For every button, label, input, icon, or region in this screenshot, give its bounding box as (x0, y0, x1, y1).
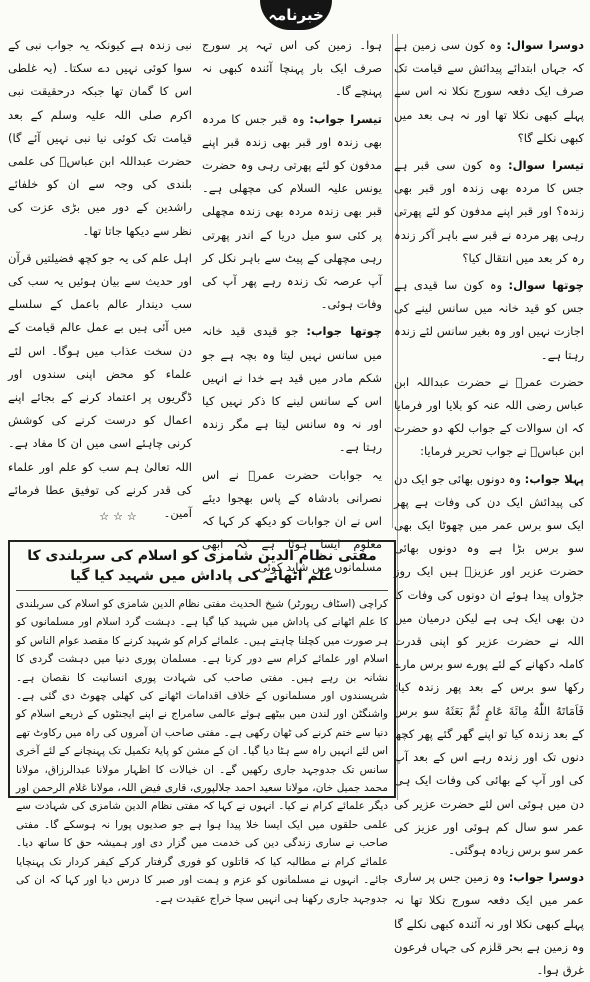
paragraph-text: وہ زمین جس پر ساری عمر میں ایک دفعہ سورج نکلا تھا نہ پہلے کبھی نکلا اور نہ آئندہ کبھی نکلے گا وہ زمین ہے بحر قلزم کی جہاں فرعون غرق ہوا۔ (394, 870, 584, 977)
paragraph-lead: دوسرا سوال: (506, 38, 585, 52)
paragraph-text: وہ کون سا قیدی ہے جس کو قید خانہ میں سانس لینے کی اجازت نہیں اور وہ بغیر سانس لئے زندہ رہتا ہے۔ (394, 278, 584, 362)
paragraph-text: وہ کون سی زمین ہے کہ جہاں ابتدائے پیدائش سے قیامت تک صرف ایک دفعہ سورج نکلا نہ اس سے پہلے کبھی نکلا تھا اور نہ ہی بعد میں کبھی نکلے گا؟ (394, 38, 584, 145)
paragraph-lead: تیسرا سوال: (508, 158, 584, 173)
paragraph-lead: چوتھا جواب: (306, 324, 383, 339)
paragraph-text: حضرت عمرؓ نے حضرت عبداللہ ابن عباس رضی اللہ عنہ کو بلایا اور فرمایا کہ ان سوالات کے جواب لکھ دو حضرت ابن عباسؓ نے جواب تحریر فرمایا: (394, 374, 584, 459)
paragraph-text: وہ قبر جس کا مردہ بھی زندہ اور قبر بھی زندہ قبر اپنے مدفون کو لئے پھرتی رہی وہ حضرت یونس علیہ السلام کی مچھلی ہے۔ قبر بھی زندہ مردہ بھی زندہ مچھلی پر کئی سو میل دریا کے اندر پھرتی رہی مچھلی کے پیٹ سے باہر نکل کر آپ عرصہ تک زندہ رہے پھر آپ کی وفات ہوئی۔ (202, 111, 382, 312)
paragraph-text: نبی زندہ ہے کیونکہ یہ جواب نبی کے سوا کوئی نہیں دے سکتا۔ (یہ غلطی اس کا گمان تھا جبکہ درحقیقت نبی اکرم صلی اللہ علیہ وسلم کے بعد قیامت تک کوئی نیا نبی نہیں آئے گا) حضرت عبداللہ ابن عباسؓ کی علمی بلندی کی وجہ سے ان کو خلفائے راشدین کے دور میں بڑی عزت کی نظر سے دیکھا جاتا تھا۔ (8, 38, 192, 238)
paragraph (8, 247, 192, 525)
paragraph-text: وہ کون سی قبر ہے جس کا مردہ بھی زندہ اور قبر بھی زندہ؟ اور قبر اپنے مدفون کو لئے پھرتی رہی پھر مردہ نے قبر سے باہر آکر زندہ رہ کر بعد میں انتقال کیا؟ (394, 158, 584, 265)
news-box (8, 540, 396, 905)
paragraph (202, 320, 382, 459)
paragraph-lead: پہلا جواب: (524, 471, 585, 486)
news-headline: مفتی نظام الدین شامزی کو اسلام کی سربلندی کا علم اٹھانے کی پاداش میں شہید کیا گیا (16, 546, 388, 591)
paragraph-lead: تیسرا جواب: (309, 111, 383, 126)
paragraph-text: ہوا۔ زمین کی اس تہہ پر سورج صرف ایک بار پہنچا آئندہ کبھی نہ پہنچے گا۔ (202, 38, 382, 99)
paragraph (202, 34, 382, 104)
paragraph (202, 108, 382, 317)
paragraph-lead: چوتھا سوال: (508, 278, 584, 293)
paragraph (394, 468, 584, 862)
article-column-right (394, 34, 585, 977)
paragraph-text: یہ جوابات حضرت عمرؓ نے اس نصرانی بادشاہ کے پاس بھجوا دیئے اس نے ان جوابات کو دیکھ کر کہا کہ معلوم ایسا ہوتا ہے کہ ابھی مسلمانوں میں شاید کوئی (202, 467, 382, 575)
paragraph (8, 34, 192, 243)
paragraph (394, 34, 584, 150)
paragraph-text: اہل علم کی یہ جو کچھ فضیلتیں قرآن اور حدیث سے بیان ہوئیں یہ سب کی سب دیندار عالم باعمل کے سلسلے میں آئی ہیں بے عمل عالم قیامت کے دن سخت عذاب میں ہوگا۔ اس لئے علماء کو محض اپنی سندوں اور ڈگریوں پر اعتماد کرنے کے بجائے اپنے اعمال کو درست کرنے کی کوشش کرنی چاہئے اسی میں ان کا مفاد ہے۔ اللہ تعالیٰ ہم سب کو علم اور علماء کی قدر کرنے کی توفیق عطا فرمائے آمین۔ (8, 250, 192, 521)
paragraph-text: وہ دونوں بھائی جو ایک دن کی پیدائش ایک دن کی وفات ہے پھر ایک سو برس عمر میں چھوٹا ایک بھی سو برس بڑا ہے وہ دونوں بھائی حضرت عزیر اور عزیزؑ ہیں ایک روز جڑواں پیدا ہوئے ان دونوں کی وفات کا دن بھی ایک ہی ہے لیکن درمیان میں اللہ نے حضرت عزیر کو اپنی قدرت کاملہ دکھانے کے لئے پورے سو برس مارے رکھا سو برس کے بعد پھر زندہ کیا: فَاَمَاتَهُ اللّٰهُ مِائَةَ عَامٍ ثُمَّ بَعَثَهُ سو برس کے بعد زندہ کیا تو اپنے گھر گئے پھر کچھ دنوں تک اور زندہ رہے اس کے بعد آپ کی اور آپ کے بھائی کی وفات ایک ہی دن میں ہوئی اس لئے حضرت عزیر کی عمر سو سال کم ہوئی اور عزیز کی عمر سو برس زیادہ ہوگئی۔ (394, 471, 584, 857)
paragraph (394, 154, 584, 270)
paragraph-lead: دوسرا جواب: (508, 870, 584, 885)
header-banner: خبرنامہ (260, 0, 332, 30)
paragraph-text: جو قیدی قید خانہ میں سانس نہیں لیتا وہ بچہ ہے جو شکم مادر میں قید ہے خدا نے انہیں اس کے سانس لینے کا ذکر نہیں کیا اور نہ وہ سانس لیتا ہے مگر زندہ رہتا ہے۔ (202, 324, 382, 455)
paragraph (394, 274, 584, 367)
column-divider (392, 34, 393, 528)
paragraph (394, 371, 584, 464)
article-column-left (8, 34, 192, 524)
paragraph (394, 866, 584, 982)
news-body: کراچی (اسٹاف رپورٹر) شیخ الحدیث مفتی نظام الدین شامزی کو اسلام کی سربلندی کا علم اٹھانے کی پاداش میں شہید کیا گیا ہے۔ دہشت گرد اسلام اور مسلمانوں کو ہر صورت میں کچلنا چاہتے ہیں۔ علمائے کرام کو شہید کرنے کا مقصد عوام الناس کو اسلام اور علمائے کرام سے دور کرنا ہے۔ مسلمان پوری دنیا میں دہشت گردی کا نشانہ بن رہے ہیں۔ مفتی صاحب کی شہادت پوری انسانیت کا نقصان ہے۔ شرپسندوں اور مسلمانوں کے خلاف اقدامات اٹھانے کی کھلی چھوٹ دی گئی ہے۔ واشنگٹن اور لندن میں بیٹھے ہوئے عالمی سامراج نے اپنے ایجنٹوں کے ذریعے اسلام کو دنیا سے ختم کرنے کی ٹھان رکھی ہے۔ مفتی صاحب ان آمروں کی راہ میں رکاوٹ تھے اس لئے انہیں راہ سے ہٹا دیا گیا۔ ان کے مشن کو پایۂ تکمیل تک پہنچانے کے لئے آخری سانس تک جدوجہد جاری رکھیں گے۔ ان خیالات کا اظہار مولانا عبدالرزاق، مولانا محمد جمیل خان، مولانا سعید احمد جلالپوری، قاری فیض اللہ، مولانا غلام الرحمن اور دیگر علمائے کرام نے کیا۔ انہوں نے کہا کہ مفتی نظام الدین شامزی کی شہادت سے علمی حلقوں میں ایک ایسا خلا پیدا ہوا ہے جو صدیوں پورا نہ ہوسکے گا۔ مفتی صاحب نے ساری زندگی دین کی خدمت میں گزار دی اور ہمیشہ حق کا ساتھ دیا۔ علمائے کرام نے مطالبہ کیا کہ قاتلوں کو فوری گرفتار کرکے کیفر کردار تک پہنچایا جائے۔ انہوں نے مسلمانوں کو عزم و ہمت اور صبر کا درس دیا اور کہا کہ ان کی جدوجہد جاری رکھنا ہی انہیں سچا خراج عقیدت ہے۔ (16, 598, 388, 905)
section-end-stars: ☆☆☆ (99, 510, 141, 523)
article-column-middle (202, 34, 383, 575)
